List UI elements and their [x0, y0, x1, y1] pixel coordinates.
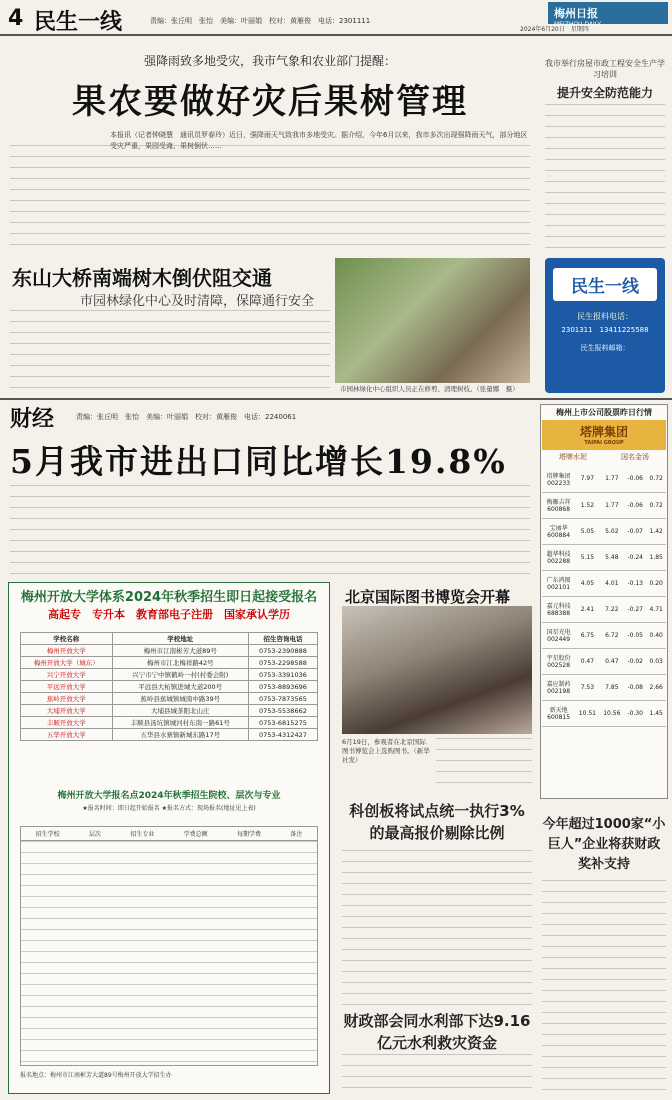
col-head: 学校地址 [112, 633, 248, 645]
table-row: 大埔开放大学 大埔县城茶阳北山庄 0753-5538662 [21, 705, 318, 717]
lead-intro: 本报讯（记者钟晓慧 通讯员罗春玲）近日，强降雨天气致我市多地受灾。据介绍，今年6月以来，我市多次出现强降雨天气，部分地区受灾严重，果园受淹、果树倒伏…… [110, 131, 528, 150]
table-row: 新天地 600815 10.51 10.56 -0.30 1.45 [542, 700, 666, 726]
side-headline: 提升安全防范能力 [556, 86, 653, 100]
school-title: 梅州开放大学体系2024年秋季招生即日起接受报名 [20, 590, 318, 605]
col-head: 学校名称 [21, 633, 113, 645]
table-row: 梅州开放大学（城东） 梅州市江北梅祥路42号 0753-2298588 [21, 657, 318, 669]
bridge-body [10, 310, 330, 394]
enterprise-headline: 今年超过1000家“小巨人”企业将获财政奖补支持 [542, 817, 666, 872]
stock-title: 梅州上市公司股票昨日行情 [556, 408, 652, 417]
hotline-ad-title: 民生一线 [553, 268, 657, 301]
hotline-number: 2301311 13411225588 [561, 326, 649, 334]
kcb-body [342, 850, 532, 1005]
finance-section-title: 财经 [10, 406, 55, 432]
finance-headline: 5月我市进出口同比增长19.8% [10, 442, 507, 481]
school-major-table [20, 826, 318, 1066]
major-table-header: 招生学校 层次 招生专业 学费总额 每期学费 备注 [21, 827, 317, 841]
side-body [545, 104, 665, 254]
bridge-caption: 市园林绿化中心组织人员正在修剪、清理树枝。（张量娜 摄） [340, 385, 519, 393]
table-row: 嘉元科技 688388 2.41 7.22 -0.27 4.71 [542, 596, 666, 622]
table-row: 平远开放大学 平远县大柘镇进城大道200号 0753-8893696 [21, 681, 318, 693]
table-row: 国星光电 002449 6.75 6.72 -0.05 0.40 [542, 622, 666, 648]
fund-body [342, 1054, 532, 1094]
brand-logo: 梅州日报 MEIZHOU DAILY [548, 2, 668, 24]
books-caption: 6月19日，参观者在北京国际图书博览会上选购图书。（新华社发） [342, 738, 430, 764]
books-body [436, 738, 532, 793]
stock-company-banner: 塔牌集团 TAIPAI GROUP [542, 420, 666, 450]
lead-body [10, 145, 530, 253]
school-subtitle: 梅州开放大学报名点2024年秋季招生院校、层次与专业 [57, 791, 281, 801]
hotline-ad [545, 258, 665, 393]
fund-headline: 财政部会同水利部下达9.16亿元水利救灾资金 [343, 1012, 531, 1052]
lead-kicker: 强降雨致多地受灾，我市气象和农业部门提醒： [143, 54, 396, 68]
header-date: 2024年6月20日 星期四 [520, 26, 589, 33]
col-head: 招生咨询电话 [248, 633, 317, 645]
bridge-headline: 东山大桥南端树木倒伏阻交通 [12, 266, 272, 290]
header-meta: 责编：张丘明 张怡 美编：叶丽娟 校对：黄雁俊 电话：2301111 [150, 17, 371, 25]
page-number: 4 [8, 6, 24, 31]
table-row: 塔牌集团 002233 7.97 1.77 -0.06 0.72 [542, 466, 666, 492]
table-row: 嘉应制药 002198 7.53 7.85 -0.08 2.66 [542, 674, 666, 700]
stock-tags: 塔牌水泥 国名金汤 [559, 453, 649, 461]
table-row: 梅雁吉祥 600868 1.52 1.77 -0.06 0.72 [542, 492, 666, 518]
table-row: 梅州开放大学 梅州市江南彬芳大道89号 0753-2390888 [21, 645, 318, 657]
finance-meta: 责编：张丘明 张怡 美编：叶丽娟 校对：黄雁俊 电话：2240061 [76, 413, 297, 421]
school-notes: ★报名时间：即日起开始报名 ★报名方式：现场报名(地址见上表) [82, 805, 256, 812]
school-slogan: 高起专 专升本 教育部电子注册 国家承认学历 [48, 608, 290, 621]
enterprise-body [542, 880, 666, 1094]
table-row: 兴宁开放大学 兴宁市宁中镇鹤岭一村(村委会附) 0753-3391036 [21, 669, 318, 681]
school-table [20, 632, 318, 741]
side-kicker: 我市举行房屋市政工程安全生产学习培训 [545, 59, 665, 79]
table-row: 丰顺开放大学 丰顺县汤坑镇城河村东南一路61号 0753-6815275 [21, 717, 318, 729]
divider [0, 398, 672, 400]
kcb-headline: 科创板将试点统一执行3%的最高报价剔除比例 [349, 802, 525, 842]
table-row: 宇星股份 002528 0.47 0.47 -0.02 0.03 [542, 648, 666, 674]
hotline-mail: 民生报料邮箱： [580, 344, 630, 352]
section-title: 民生一线 [34, 9, 123, 35]
table-row: 五华开放大学 五华县水寨镇新城东路17号 0753-4312427 [21, 729, 318, 741]
finance-body [10, 485, 530, 580]
school-footer: 报名地点：梅州市江南彬芳大道89号梅州开放大学招生办 [20, 1072, 172, 1079]
hotline-label: 民生报料电话： [577, 312, 633, 321]
books-photo [342, 606, 532, 734]
table-row: 蕉岭开放大学 蕉岭县蕉城镇城南中路39号 0753-7873565 [21, 693, 318, 705]
bridge-subhead: 市园林绿化中心及时清障，保障通行安全 [80, 294, 315, 309]
table-row: 宝丽华 600884 5.05 5.02 -0.07 1.42 [542, 518, 666, 544]
bridge-photo [335, 258, 530, 383]
table-row: 超华科技 002288 5.15 5.48 -0.24 1.85 [542, 544, 666, 570]
table-row: 广东鸿图 002101 4.05 4.01 -0.13 0.20 [542, 570, 666, 596]
lead-headline: 果农要做好灾后果树管理 [72, 82, 468, 122]
books-headline: 北京国际图书博览会开幕 [345, 588, 511, 606]
stock-table [542, 466, 666, 727]
